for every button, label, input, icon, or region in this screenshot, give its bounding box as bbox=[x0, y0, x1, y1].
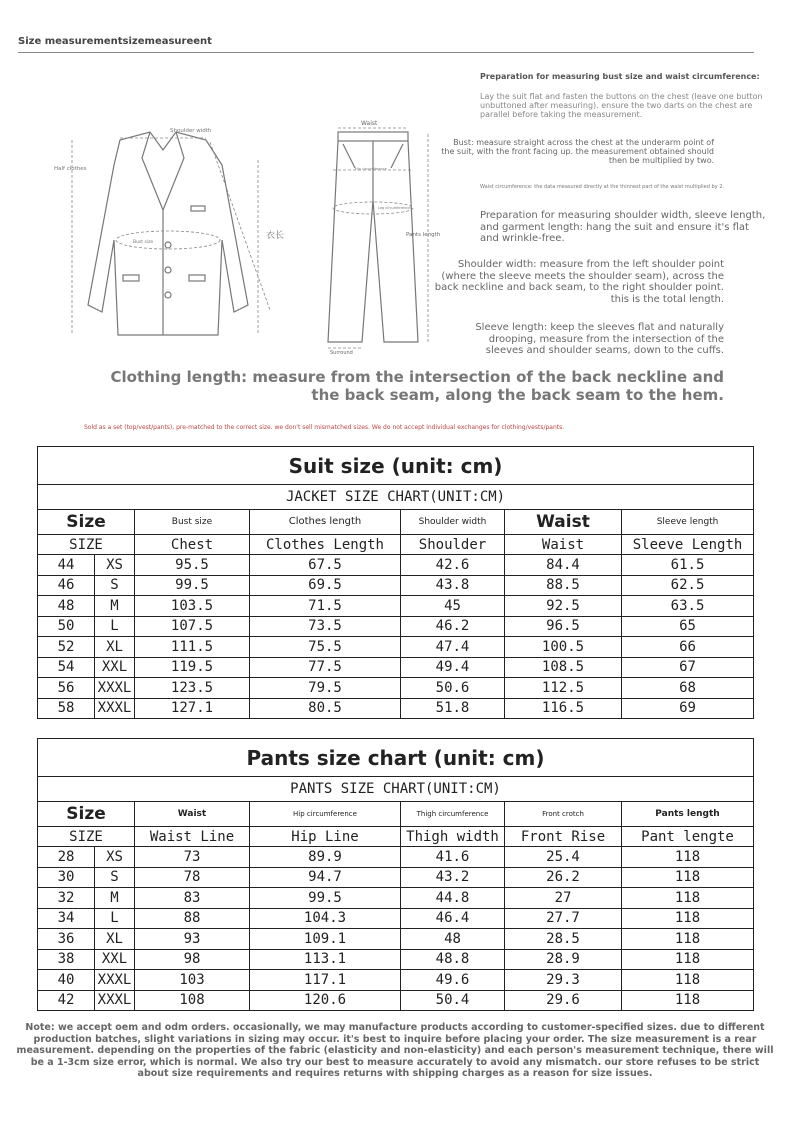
table-cell: 27.7 bbox=[505, 908, 622, 929]
table-cell: 48 bbox=[38, 596, 95, 617]
pants-label-size: SIZE bbox=[38, 827, 135, 847]
table-cell: 28.9 bbox=[505, 949, 622, 970]
pants-chart-subtitle: PANTS SIZE CHART(UNIT:CM) bbox=[38, 777, 754, 802]
table-cell: 118 bbox=[622, 990, 754, 1011]
table-cell: 45 bbox=[401, 596, 505, 617]
waist-text: Waist circumference: the data measured directly at the thinnest part of the waist multiplied by 2. bbox=[480, 184, 724, 190]
table-cell: 48.8 bbox=[401, 949, 505, 970]
table-cell: 99.5 bbox=[135, 575, 250, 596]
pants-table-body bbox=[38, 847, 754, 1011]
garment-illustration bbox=[50, 110, 450, 370]
jacket-header-length: Clothes length bbox=[250, 510, 401, 535]
jacket-chart-title: Suit size (unit: cm) bbox=[38, 447, 754, 485]
bust-text: Bust: measure straight across the chest at the underarm point of the suit, with the front facing up. the measurement obtained should then be multiplied by two. bbox=[441, 138, 714, 166]
table-cell: 44.8 bbox=[401, 888, 505, 909]
table-cell: 111.5 bbox=[135, 637, 250, 658]
pants-header-crotch: Front crotch bbox=[505, 802, 622, 827]
table-cell: S bbox=[95, 575, 135, 596]
table-row bbox=[38, 678, 754, 699]
jacket-label-size: SIZE bbox=[38, 535, 135, 555]
pants-label-rise: Front Rise bbox=[505, 827, 622, 847]
table-cell: 69.5 bbox=[250, 575, 401, 596]
table-cell: 118 bbox=[622, 888, 754, 909]
table-cell: 46.4 bbox=[401, 908, 505, 929]
header-divider bbox=[18, 52, 754, 53]
table-cell: 42 bbox=[38, 990, 95, 1011]
pants-length-label: Pants length bbox=[406, 232, 441, 238]
table-cell: XXL bbox=[95, 657, 135, 678]
table-cell: 43.2 bbox=[401, 867, 505, 888]
jacket-label-chest: Chest bbox=[135, 535, 250, 555]
pants-drawing bbox=[328, 132, 418, 342]
table-cell: 52 bbox=[38, 637, 95, 658]
table-cell: 120.6 bbox=[250, 990, 401, 1011]
pants-header-size: Size bbox=[38, 802, 135, 827]
jacket-size-table bbox=[37, 446, 754, 719]
table-row bbox=[38, 847, 754, 868]
table-row bbox=[38, 888, 754, 909]
table-row bbox=[38, 637, 754, 658]
table-cell: 50.6 bbox=[401, 678, 505, 699]
table-cell: XS bbox=[95, 555, 135, 576]
table-cell: 36 bbox=[38, 929, 95, 950]
table-cell: XXXL bbox=[95, 698, 135, 719]
table-cell: 63.5 bbox=[622, 596, 754, 617]
table-cell: 118 bbox=[622, 867, 754, 888]
table-cell: 112.5 bbox=[505, 678, 622, 699]
jacket-header-bust: Bust size bbox=[135, 510, 250, 535]
table-cell: 40 bbox=[38, 970, 95, 991]
table-cell: 113.1 bbox=[250, 949, 401, 970]
pants-header-length: Pants length bbox=[622, 802, 754, 827]
jacket-table-body bbox=[38, 555, 754, 719]
table-cell: 92.5 bbox=[505, 596, 622, 617]
table-row bbox=[38, 867, 754, 888]
table-cell: 127.1 bbox=[135, 698, 250, 719]
table-cell: 88 bbox=[135, 908, 250, 929]
table-row bbox=[38, 698, 754, 719]
table-cell: 29.3 bbox=[505, 970, 622, 991]
table-cell: 43.8 bbox=[401, 575, 505, 596]
table-cell: 44 bbox=[38, 555, 95, 576]
sleeve-text: Sleeve length: keep the sleeves flat and naturally drooping, measure from the intersection of the sleeves and shoulder seams, down to the cuffs. bbox=[475, 322, 724, 356]
table-cell: XL bbox=[95, 929, 135, 950]
table-row bbox=[38, 908, 754, 929]
shoulder-prep-text: Preparation for measuring shoulder width, sleeve length, and garment length: hang the suit and ensure it's flat and wrinkle-free. bbox=[480, 210, 766, 244]
table-cell: 50.4 bbox=[401, 990, 505, 1011]
table-cell: 118 bbox=[622, 908, 754, 929]
table-cell: 119.5 bbox=[135, 657, 250, 678]
table-cell: 73.5 bbox=[250, 616, 401, 637]
jacket-label-shoulder: Shoulder bbox=[401, 535, 505, 555]
table-cell: 28.5 bbox=[505, 929, 622, 950]
table-cell: 47.4 bbox=[401, 637, 505, 658]
table-cell: 51.8 bbox=[401, 698, 505, 719]
table-cell: XXXL bbox=[95, 990, 135, 1011]
table-cell: 62.5 bbox=[622, 575, 754, 596]
page-header: Size measurementsizemeasureent bbox=[18, 36, 212, 47]
table-cell: 56 bbox=[38, 678, 95, 699]
pants-label-thigh: Thigh width bbox=[401, 827, 505, 847]
table-cell: L bbox=[95, 908, 135, 929]
jacket-measure-lines bbox=[72, 138, 270, 335]
table-cell: 71.5 bbox=[250, 596, 401, 617]
table-row bbox=[38, 616, 754, 637]
waist-label: Waist bbox=[361, 120, 378, 127]
table-row bbox=[38, 555, 754, 576]
table-cell: 98 bbox=[135, 949, 250, 970]
table-cell: 117.1 bbox=[250, 970, 401, 991]
table-cell: 61.5 bbox=[622, 555, 754, 576]
leg-label: Leg circumference bbox=[378, 206, 411, 210]
table-cell: 67.5 bbox=[250, 555, 401, 576]
table-cell: 46 bbox=[38, 575, 95, 596]
table-cell: 66 bbox=[622, 637, 754, 658]
jacket-header-size: Size bbox=[38, 510, 135, 535]
shoulder-text: Shoulder width: measure from the left shoulder point (where the sleeve meets the shoulder seam), across the back neckline and back seam, to the right shoulder point. this is the total length. bbox=[434, 259, 724, 305]
pants-header-hip: Hip circumference bbox=[250, 802, 401, 827]
table-cell: 118 bbox=[622, 847, 754, 868]
set-notice: Sold as a set (top/vest/pants), pre-matched to the correct size. we don't sell mismatched sizes. We do not accept individual exchanges for clothing/vests/pants. bbox=[84, 424, 565, 431]
clothing-length-text: Clothing length: measure from the intersection of the back neckline and the back seam, along the back seam to the hem. bbox=[110, 368, 724, 404]
table-cell: 118 bbox=[622, 929, 754, 950]
table-row bbox=[38, 929, 754, 950]
table-cell: 80.5 bbox=[250, 698, 401, 719]
table-cell: 109.1 bbox=[250, 929, 401, 950]
table-cell: 38 bbox=[38, 949, 95, 970]
table-row bbox=[38, 575, 754, 596]
table-cell: 49.6 bbox=[401, 970, 505, 991]
table-cell: XXL bbox=[95, 949, 135, 970]
bust-prep-heading: Preparation for measuring bust size and waist circumference: bbox=[480, 72, 760, 81]
table-cell: 123.5 bbox=[135, 678, 250, 699]
table-cell: 94.7 bbox=[250, 867, 401, 888]
footer-note: Note: we accept oem and odm orders. occasionally, we may manufacture products according to customer-specified sizes. due to different production batches, slight variations in sizing may occur. it's best to inquire before placing your order. The size measurement is a rear measurement. depending on the properties of the fabric (elasticity and non-elasticity) and each person's measurement technique, there will be a 1-3cm size error, which is normal. We also try our best to measure accurately to avoid any mismatch. our store refuses to be strict about size requirements and requires returns with shipping charges as a reason for size issues. bbox=[16, 1022, 774, 1080]
table-cell: 79.5 bbox=[250, 678, 401, 699]
table-row bbox=[38, 596, 754, 617]
lay-flat-text: Lay the suit flat and fasten the buttons on the chest (leave one button unbuttoned after measuring). ensure the two darts on the chest are parallel before taking the measurement. bbox=[480, 92, 763, 120]
table-cell: 78 bbox=[135, 867, 250, 888]
table-cell: 89.9 bbox=[250, 847, 401, 868]
jacket-label-length: Clothes Length bbox=[250, 535, 401, 555]
pants-chart-title: Pants size chart (unit: cm) bbox=[38, 739, 754, 777]
table-cell: 118 bbox=[622, 949, 754, 970]
table-cell: 68 bbox=[622, 678, 754, 699]
table-cell: XXXL bbox=[95, 970, 135, 991]
table-cell: 58 bbox=[38, 698, 95, 719]
table-cell: 103.5 bbox=[135, 596, 250, 617]
table-cell: 41.6 bbox=[401, 847, 505, 868]
table-row bbox=[38, 949, 754, 970]
table-cell: 73 bbox=[135, 847, 250, 868]
table-cell: M bbox=[95, 596, 135, 617]
table-cell: 46.2 bbox=[401, 616, 505, 637]
table-cell: 25.4 bbox=[505, 847, 622, 868]
table-cell: 96.5 bbox=[505, 616, 622, 637]
table-cell: 75.5 bbox=[250, 637, 401, 658]
table-row bbox=[38, 657, 754, 678]
table-cell: 93 bbox=[135, 929, 250, 950]
table-cell: 88.5 bbox=[505, 575, 622, 596]
shoulder-width-label: Shoulder width bbox=[170, 128, 212, 134]
jacket-chart-subtitle: JACKET SIZE CHART(UNIT:CM) bbox=[38, 485, 754, 510]
table-cell: 49.4 bbox=[401, 657, 505, 678]
table-cell: 54 bbox=[38, 657, 95, 678]
table-cell: 84.4 bbox=[505, 555, 622, 576]
clothing-length-cn-label: 衣长 bbox=[266, 231, 285, 241]
table-cell: 107.5 bbox=[135, 616, 250, 637]
table-cell: 99.5 bbox=[250, 888, 401, 909]
jacket-header-waist: Waist bbox=[505, 510, 622, 535]
table-cell: M bbox=[95, 888, 135, 909]
table-cell: 28 bbox=[38, 847, 95, 868]
table-cell: 118 bbox=[622, 970, 754, 991]
table-cell: XXXL bbox=[95, 678, 135, 699]
pants-size-table bbox=[37, 738, 754, 1011]
table-cell: 42.6 bbox=[401, 555, 505, 576]
table-row bbox=[38, 990, 754, 1011]
table-cell: 83 bbox=[135, 888, 250, 909]
table-cell: XS bbox=[95, 847, 135, 868]
hip-label: Hip circumference bbox=[355, 167, 387, 171]
table-cell: 116.5 bbox=[505, 698, 622, 719]
table-cell: 30 bbox=[38, 867, 95, 888]
table-cell: 65 bbox=[622, 616, 754, 637]
table-cell: 29.6 bbox=[505, 990, 622, 1011]
table-cell: 104.3 bbox=[250, 908, 401, 929]
jacket-header-shoulder: Shoulder width bbox=[401, 510, 505, 535]
table-cell: L bbox=[95, 616, 135, 637]
table-cell: 27 bbox=[505, 888, 622, 909]
table-cell: 77.5 bbox=[250, 657, 401, 678]
table-cell: 50 bbox=[38, 616, 95, 637]
table-cell: 103 bbox=[135, 970, 250, 991]
table-cell: S bbox=[95, 867, 135, 888]
pants-header-waist: Waist bbox=[135, 802, 250, 827]
half-clothes-label: Half clothes bbox=[54, 166, 87, 172]
table-cell: 69 bbox=[622, 698, 754, 719]
pants-label-hip: Hip Line bbox=[250, 827, 401, 847]
table-cell: 48 bbox=[401, 929, 505, 950]
pants-label-waist: Waist Line bbox=[135, 827, 250, 847]
jacket-header-sleeve: Sleeve length bbox=[622, 510, 754, 535]
jacket-label-waist: Waist bbox=[505, 535, 622, 555]
table-cell: XL bbox=[95, 637, 135, 658]
table-cell: 95.5 bbox=[135, 555, 250, 576]
table-cell: 32 bbox=[38, 888, 95, 909]
table-cell: 34 bbox=[38, 908, 95, 929]
bust-size-label: Bust size bbox=[133, 240, 154, 245]
table-cell: 26.2 bbox=[505, 867, 622, 888]
jacket-drawing bbox=[88, 132, 248, 335]
table-row bbox=[38, 970, 754, 991]
table-cell: 67 bbox=[622, 657, 754, 678]
table-cell: 100.5 bbox=[505, 637, 622, 658]
jacket-label-sleeve: Sleeve Length bbox=[622, 535, 754, 555]
table-cell: 108.5 bbox=[505, 657, 622, 678]
pants-label-length: Pant lengte bbox=[622, 827, 754, 847]
table-cell: 108 bbox=[135, 990, 250, 1011]
surround-label: Surround bbox=[330, 350, 353, 356]
pants-header-thigh: Thigh circumference bbox=[401, 802, 505, 827]
